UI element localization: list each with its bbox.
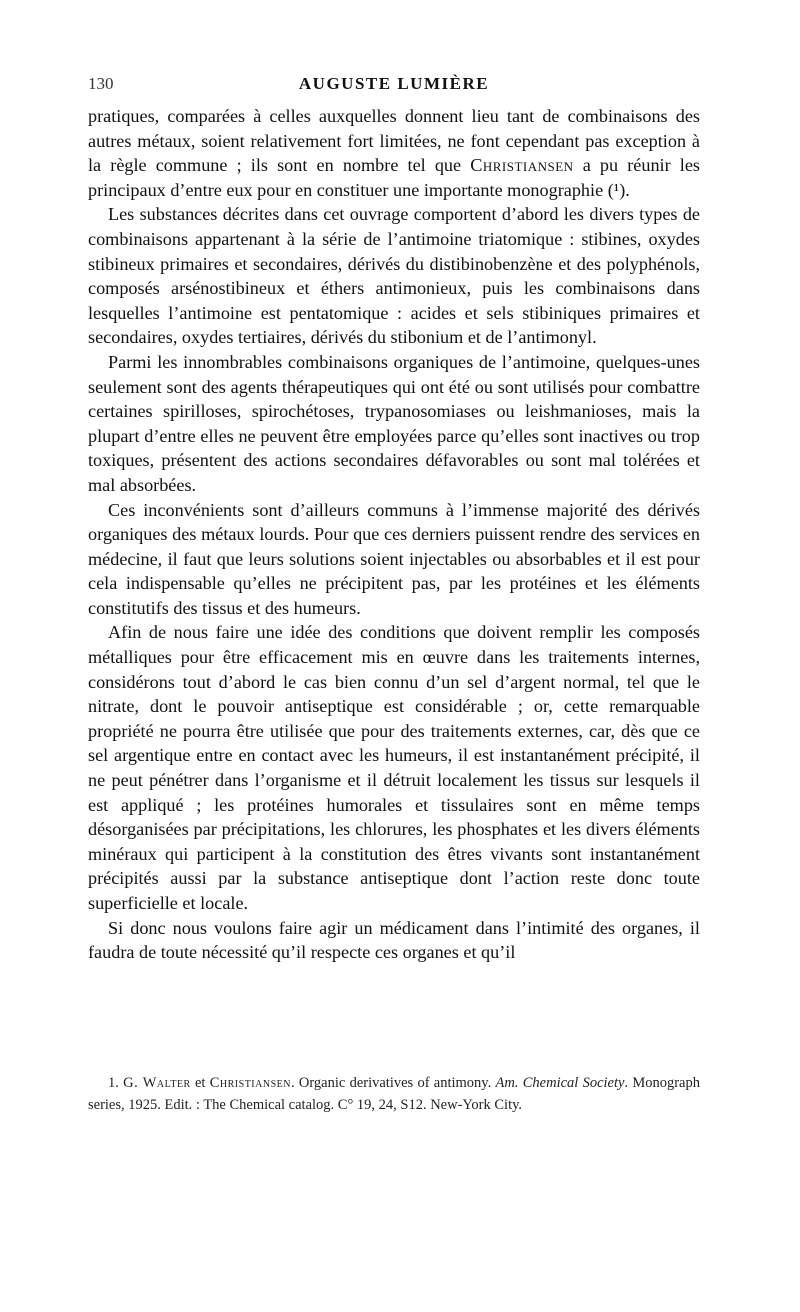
footnote-text: et	[190, 1075, 210, 1091]
paragraph: Afin de nous faire une idée des conditions que doivent remplir les composés métalliques pour être efficacement mis en œuvre dans les traitements internes, considérons tout d’abord le cas bien connu d’un sel d’argent normal, tel que le nitrate, dont le pouvoir antiseptique est considérable ; or, cette remarquable propriété ne pourra être utilisée que pour des traitements externes, car, dès que ce sel argentique entre en contact avec les humeurs, il est instantanément précipité, il ne peut pénétrer dans l’organisme et il détruit localement les tissus sur lesquels il est appliqué ; les protéines humorales et tissulaires sont en même temps désorganisées par précipitations, les chlorures, les phosphates et les divers éléments minéraux qui participent à la constitution des êtres vivants sont instantanément précipités aussi par la substance antiseptique dont l’action reste donc toute superficielle et locale.	[88, 622, 700, 913]
paragraph: Parmi les innombrables combinaisons organiques de l’antimoine, quelques-unes seulement sont des agents thérapeutiques qui ont été ou sont utilisés pour combattre certaines spirilloses, spirochétoses, trypanosomiases ou leishmanioses, mais la plupart d’entre elles ne peuvent être employées parce qu’elles sont inactives ou trop toxiques, présentent des actions secondaires défavorables ou sont mal tolérées et mal absorbées.	[88, 351, 700, 495]
paragraph: Si donc nous voulons faire agir un médicament dans l’intimité des organes, il faudra de toute nécessité qu’il respecte ces organes et qu’il	[88, 917, 700, 963]
footnote-text: . Monograph series, 1925. Edit. : The Chemical catalog. C° 19, 24, S12. New-York City.	[88, 1075, 700, 1113]
paragraph: Ces inconvénients sont d’ailleurs communs à l’immense majorité des dérivés organiques des métaux lourds. Pour que ces derniers puissent rendre des services en médecine, il faut que leurs solutions soient injectables ou absorbables et il est pour cela indispensable qu’elles ne précipitent pas, par les protéines et les éléments constitutifs des tissus et des humeurs.	[88, 499, 700, 618]
footnote-journal: Am. Chemical Society	[495, 1075, 625, 1091]
footnote-author: G. Walter	[123, 1075, 191, 1091]
paragraph-text: a pu réunir les principaux d’entre eux pour en constituer une importante monographie (¹).	[88, 155, 700, 200]
paragraph-continued	[88, 104, 700, 202]
footnote-author: Christiansen	[209, 1075, 291, 1091]
footnote-marker: 1.	[108, 1075, 119, 1091]
footnote-text: . Organic derivatives of antimony.	[290, 1075, 496, 1091]
page-number: 130	[88, 74, 114, 93]
author-name: Christiansen	[470, 155, 574, 176]
running-title: AUGUSTE LUMIÈRE	[298, 74, 490, 93]
paragraph-text: pratiques, comparées à celles auxquelles donnent lieu tant de combinaisons des autres métaux, soient relativement fort limitées, ne font cependant pas exception à la règle commune ; ils sont en nombre tel que	[88, 106, 700, 176]
body-text	[88, 104, 700, 965]
page-header	[88, 74, 700, 98]
paragraph: Les substances décrites dans cet ouvrage comportent d’abord les divers types de combinaisons appartenant à la série de l’antimoine triatomique : stibines, oxydes stibineux primaires et secondaires, dérivés du distibinobenzène et des polyphénols, composés arsénostibineux et éthers antimonieux, puis les combinaisons dans lesquelles l’antimoine est pentatomique : acides et sels stibiniques primaires et secondaires, oxydes tertiaires, dérivés du stibonium et de l’antimonyl.	[88, 204, 700, 348]
footnote	[88, 1072, 700, 1116]
